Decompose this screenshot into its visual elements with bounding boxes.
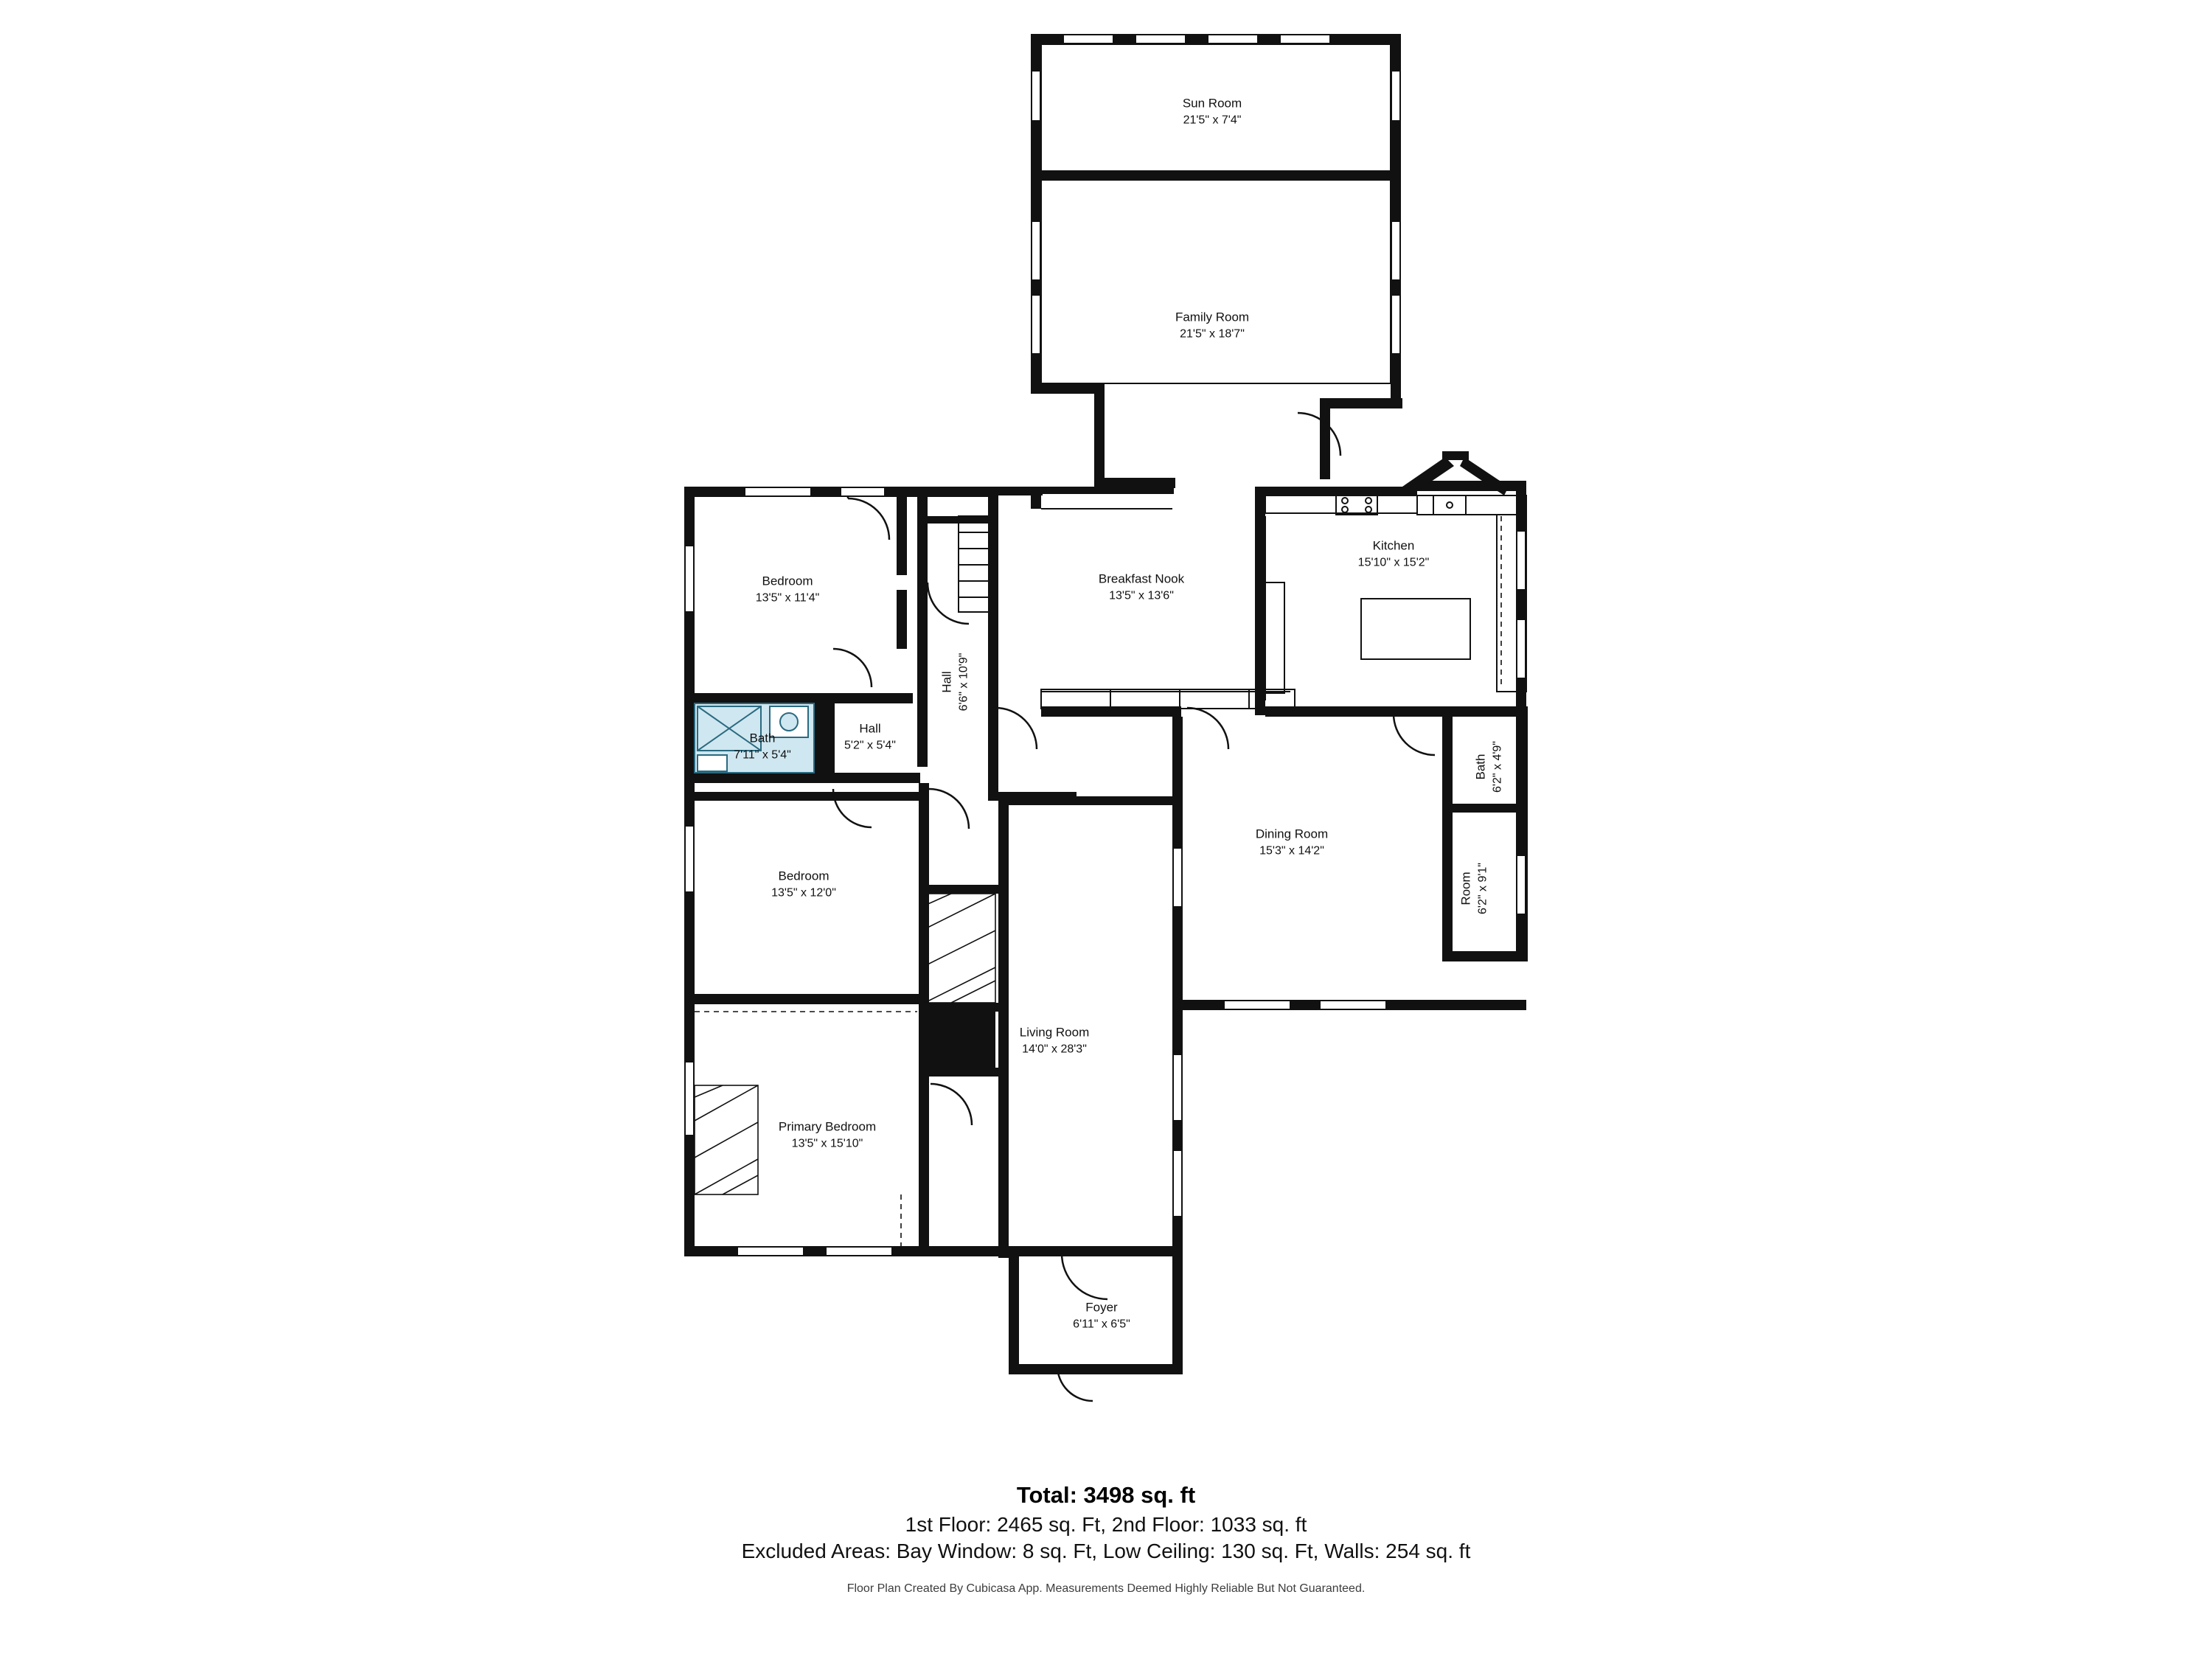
room-label: Bedroom 13'5" x 11'4" — [755, 574, 820, 605]
room-label: Kitchen 15'10" x 15'2" — [1357, 538, 1430, 569]
room-label: Family Room 21'5" x 18'7" — [1175, 310, 1250, 341]
room-label: Dining Room 15'3" x 14'2" — [1255, 827, 1329, 858]
floor-breakdown-text: 1st Floor: 2465 sq. Ft, 2nd Floor: 1033 sq. ft — [905, 1513, 1307, 1536]
room-label: Bath 7'11" x 5'4" — [734, 731, 791, 762]
room-label: Sun Room 21'5" x 7'4" — [1182, 96, 1242, 127]
room-label: Bedroom 13'5" x 12'0" — [771, 869, 836, 900]
summary-footer — [0, 1482, 2212, 1596]
total-area-text: Total: 3498 sq. ft — [1016, 1482, 1196, 1508]
credit-text: Floor Plan Created By Cubicasa App. Measurements Deemed Highly Reliable But Not Guaranteed. — [846, 1582, 1366, 1595]
room-label: Room 6'2" x 9'1" — [1458, 863, 1489, 914]
room-label: Breakfast Nook 13'5" x 13'6" — [1098, 571, 1185, 602]
room-label: Living Room 14'0" x 28'3" — [1019, 1025, 1090, 1056]
room-label: Primary Bedroom 13'5" x 15'10" — [778, 1119, 877, 1150]
room-label: Foyer 6'11" x 6'5" — [1073, 1300, 1130, 1331]
room-label: Bath 6'2" x 4'9" — [1473, 741, 1504, 793]
room-label: Hall 5'2" x 5'4" — [844, 721, 896, 752]
room-label: Hall 6'6" x 10'9" — [939, 653, 970, 712]
excluded-areas-text: Excluded Areas: Bay Window: 8 sq. Ft, Low Ceiling: 130 sq. Ft, Walls: 254 sq. ft — [741, 1540, 1471, 1562]
